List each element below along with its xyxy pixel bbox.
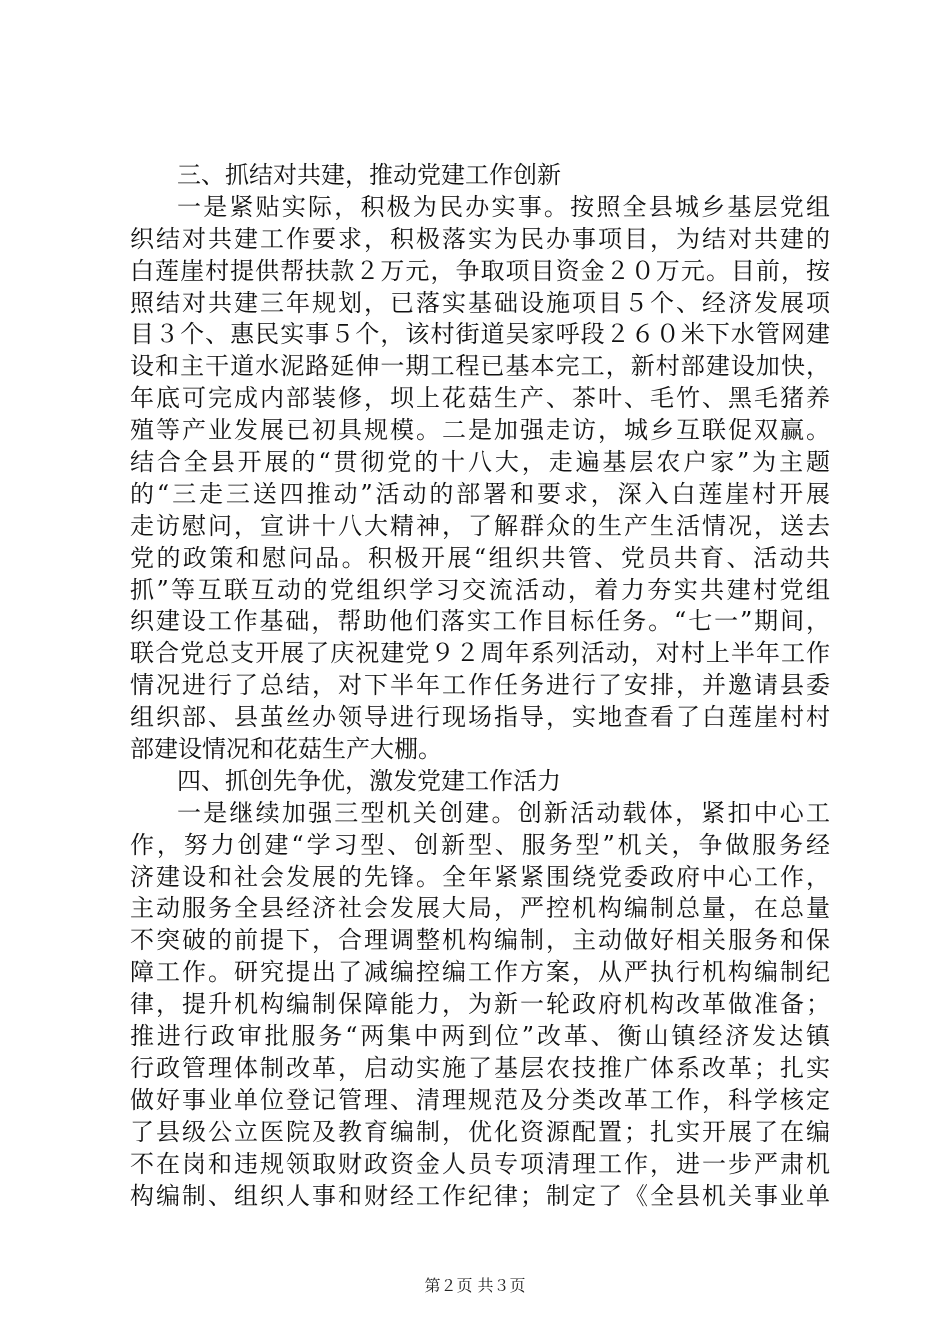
text-line: 联合党总支开展了庆祝建党９２周年系列活动，对村上半年工作 — [130, 639, 830, 668]
text-line: 设和主干道水泥路延伸一期工程已基本完工，新村部建设加快， — [130, 352, 830, 381]
text-line: 济建设和社会发展的先锋。全年紧紧围绕党委政府中心工作， — [130, 862, 830, 891]
text-line: 结合全县开展的“贯彻党的十八大，走遍基层农户家”为主题 — [130, 448, 830, 477]
page-footer: 第２页 共３页 — [424, 1276, 526, 1295]
text-line: 部建设情况和花菇生产大棚。 — [130, 735, 442, 764]
text-line: 殖等产业发展已初具规模。二是加强走访，城乡互联促双赢。 — [130, 416, 830, 445]
text-line: 白莲崖村提供帮扶款２万元，争取项目资金２０万元。目前，按 — [130, 256, 830, 285]
text-line: 做好事业单位登记管理、清理规范及分类改革工作，科学核定 — [130, 1085, 830, 1114]
text-line: 照结对共建三年规划，已落实基础设施项目５个、经济发展项 — [130, 288, 830, 317]
text-line: 党的政策和慰问品。积极开展“组织共管、党员共育、活动共 — [130, 543, 830, 572]
text-line: 走访慰问，宣讲十八大精神，了解群众的生产生活情况，送去 — [130, 511, 830, 540]
text-line: 织建设工作基础，帮助他们落实工作目标任务。“七一”期间， — [130, 607, 830, 636]
text-line: 障工作。研究提出了减编控编工作方案，从严执行机构编制纪 — [130, 958, 830, 987]
text-line: 推进行政审批服务“两集中两到位”改革、衡山镇经济发达镇 — [130, 1022, 830, 1051]
text-line: 抓”等互联互动的党组织学习交流活动，着力夯实共建村党组 — [130, 575, 830, 604]
text-line: 一是紧贴实际，积极为民办实事。按照全县城乡基层党组 — [177, 192, 830, 221]
text-line: 组织部、县茧丝办领导进行现场指导，实地查看了白莲崖村村 — [130, 703, 830, 732]
text-line: 不在岗和违规领取财政资金人员专项清理工作，进一步严肃机 — [130, 1149, 830, 1178]
text-line: 了县级公立医院及教育编制，优化资源配置；扎实开展了在编 — [130, 1117, 830, 1146]
text-line: 作，努力创建“学习型、创新型、服务型”机关，争做服务经 — [130, 830, 830, 859]
text-line: 主动服务全县经济社会发展大局，严控机构编制总量，在总量 — [130, 894, 830, 923]
text-line: 行政管理体制改革，启动实施了基层农技推广体系改革；扎实 — [130, 1053, 830, 1082]
text-line: 目３个、惠民实事５个，该村街道吴家呼段２６０米下水管网建 — [130, 320, 830, 349]
text-line: 构编制、组织人事和财经工作纪律；制定了《全县机关事业单 — [130, 1181, 830, 1210]
text-line: 不突破的前提下，合理调整机构编制，主动做好相关服务和保 — [130, 926, 830, 955]
text-line: 的“三走三送四推动”活动的部署和要求，深入白莲崖村开展 — [130, 479, 830, 508]
document-body — [130, 160, 830, 1212]
text-line: 四、抓创先争优，激发党建工作活力 — [177, 766, 561, 795]
text-line: 织结对共建工作要求，积极落实为民办事项目，为结对共建的 — [130, 224, 830, 253]
text-line: 一是继续加强三型机关创建。创新活动载体，紧扣中心工 — [177, 798, 830, 827]
text-line: 律，提升机构编制保障能力，为新一轮政府机构改革做准备； — [130, 990, 830, 1019]
text-line: 年底可完成内部装修，坝上花菇生产、茶叶、毛竹、黑毛猪养 — [130, 384, 830, 413]
text-line: 情况进行了总结，对下半年工作任务进行了安排，并邀请县委 — [130, 671, 830, 700]
text-line: 三、抓结对共建，推动党建工作创新 — [177, 161, 561, 189]
